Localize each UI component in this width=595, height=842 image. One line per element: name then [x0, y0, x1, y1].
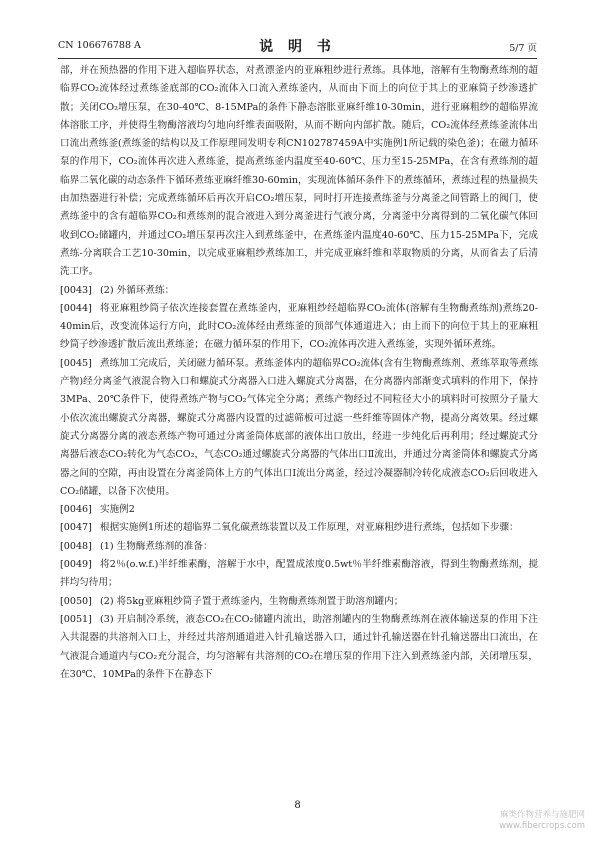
page-number: 8: [294, 800, 301, 811]
document-body: [60, 62, 538, 684]
paragraph-number: [0049]: [60, 559, 92, 571]
paragraph-text: 煮练加工完成后，关闭磁力循环泵。煮练釜体内的超临界CO₂流体(含有生物酶煮练剂、煮练萃取等煮练产物)经分离釜气液混合物入口和螺旋式分离器入口进入螺旋式分离器，在分离器内部渐变式填料的作用下，保持3MPa、20℃条件下，使得煮练产物与CO₂气体完全分离；煮练产物经过不同粒径大小的填料时可按照分子量大小依次流出螺旋式分离器，螺旋式分离器内设置的过滤筛板可过滤一些纤维等固体产物，提高分离效果。经过螺旋式分离器分离的液态煮练产物可通过分离釜筒体底部的液体出口放出，经进一步纯化后再利用；经过螺旋式分离器后液态CO₂转化为气态CO₂，气态CO₂通过螺旋式分离器的气体出口Ⅱ流出，并通过分离釜筒体和螺旋式分离器之间的空隙，再由设置在分离釜筒体上方的气体出口Ⅰ流出分离釜，经过冷凝器制冷转化成液态CO₂后回收进入CO₂储罐，以备下次使用。: [60, 357, 538, 497]
paragraph-0044: [60, 300, 538, 355]
watermark-site-name: 麻类作物营养与施肥网: [499, 810, 585, 820]
page-header: [0, 36, 595, 56]
watermark-url: www.fibercrops.com: [499, 821, 585, 831]
paragraph-0045: [60, 355, 538, 501]
paragraph-number: [0051]: [60, 613, 92, 625]
paragraph-number: [0047]: [60, 522, 92, 534]
publication-number: CN 106676788 A: [58, 40, 141, 51]
paragraph-0048: [60, 538, 538, 556]
paragraph-0050: [60, 593, 538, 611]
paragraph-0043: [60, 282, 538, 300]
paragraph-0047: [60, 519, 538, 537]
watermark: [395, 810, 585, 832]
paragraph-0051: [60, 611, 538, 684]
document-title: 说 明 书: [259, 39, 336, 55]
paragraph-text: 实施例2: [100, 504, 135, 516]
paragraph-text: 将2％(o.w.f.)半纤维素酶，溶解于水中，配置成浓度0.5wt％半纤维素酶溶液，得到生物酶煮练剂，搅拌均匀待用；: [60, 559, 538, 589]
paragraph-number: [0043]: [60, 284, 92, 296]
paragraph-0049: [60, 556, 538, 593]
paragraph-number: [0048]: [60, 540, 92, 552]
paragraph-text: (2) 外循环煮练：: [100, 284, 175, 296]
continuation-paragraph: 部，并在预热器的作用下进入超临界状态，对煮漂釜内的亚麻粗纱进行煮练。具体地，溶解有生物酶煮练剂的超临界CO₂流体经过煮练釜底部的CO₂流体入口流入煮练釜内，从而由下而上的向位于其上的亚麻筒子纱渗透扩散；关闭CO₂增压泵，在30-40℃、8-15MPa的条件下静态溶胀亚麻纤维10-30min，进行亚麻粗纱的超临界流体溶胀工序，并使得生物酶溶液均匀地向纤维表面吸附，从而不断向内部扩散。随后，CO₂流体经煮练釜流体出口流出煮练釜(煮练釜的结构以及工作原理同发明专利CN102787459A中实施例1所记载的染色釜)；在磁力循环泵的作用下，CO₂流体再次进入煮练釜，提高煮练釜内温度至40-60℃、压力至15-25MPa，在含有煮练剂的超临界二氧化碳的动态条件下循环煮练亚麻纤维30-60min，实现流体循环条件下的煮练循环，煮练过程的热量损失由加热器进行补偿；完成煮练循环后再次开启CO₂增压泵，同时打开连接煮练釜与分离釜之间管路上的阀门，使煮练釜中的含有超临界CO₂和煮练剂的混合液进入到分离釜进行气液分离，分离釜中分离得到的二氧化碳气体回收到CO₂储罐内，并通过CO₂增压泵再次注入到煮练釜中，在煮练釜内温度40-60℃、压力15-25MPa下，完成煮练-分离联合工艺10-30min，以完成亚麻粗纱煮练加工，并完成亚麻纤维和萃取物质的分离，从而省去了后清洗工序。: [60, 65, 538, 278]
page-count: 5/7 页: [509, 43, 537, 54]
header-rule: [58, 58, 537, 59]
paragraph-text: (2) 将5kg亚麻粗纱筒子置于煮练釜内，生物酶煮练剂置于助溶剂罐内；: [100, 595, 404, 607]
paragraph-0046: [60, 501, 538, 519]
paragraph-text: 根据实施例1所述的超临界二氧化碳煮练装置以及工作原理，对亚麻粗纱进行煮练，包括如下步骤：: [100, 522, 519, 534]
paragraph-text: (1) 生物酶煮练剂的准备：: [100, 540, 213, 552]
paragraph-text: (3) 开启制冷系统，液态CO₂在CO₂储罐内流出，助溶剂罐内的生物酶煮练剂在液体输送泵的作用下注入共混器的共溶剂入口上，并经过共溶剂通道进入针孔输送器入口，通过针孔输送器在针孔输送器出口流出，在气液混合通道内与CO₂充分混合，均匀溶解有共溶剂的CO₂在增压泵的作用下注入到煮练釜内部，关闭增压泵，在30℃、10MPa的条件下在静态下: [60, 613, 538, 680]
paragraph-number: [0045]: [60, 357, 92, 369]
paragraph-number: [0046]: [60, 504, 92, 516]
paragraph-number: [0044]: [60, 302, 92, 314]
paragraph-text: 将亚麻粗纱筒子依次连接套置在煮练釜内，亚麻粗纱经超临界CO₂流体(溶解有生物酶煮练剂)煮练20-40min后，改变流体运行方向，此时CO₂流体经由煮练釜的顶部气体通道进入；由上而下的向位于其上的亚麻粗纱筒子纱渗透扩散后流出煮练釜；在磁力循环泵的作用下，CO₂流体再次进入煮练釜，实现外循环煮练。: [60, 302, 538, 351]
paragraph-number: [0050]: [60, 595, 92, 607]
